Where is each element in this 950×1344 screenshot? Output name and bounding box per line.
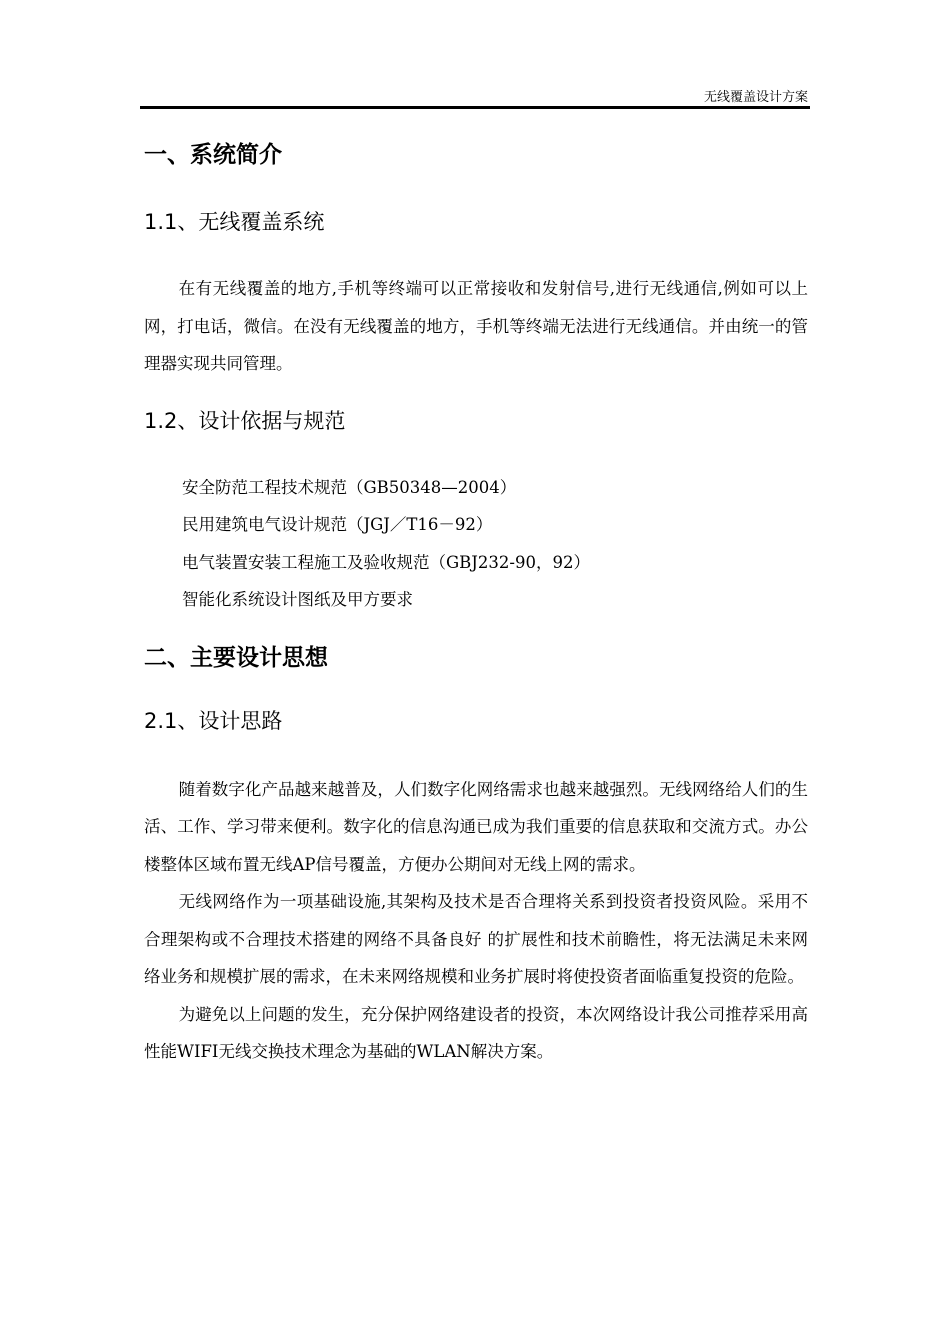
subsection-heading-1-2: 1.2、设计依据与规范 xyxy=(144,408,346,433)
paragraph-wireless-coverage: 在有无线覆盖的地方,手机等终端可以正常接收和发射信号,进行无线通信,例如可以上网，打电话，微信。在没有无线覆盖的地方，手机等终端无法进行无线通信。并由统一的管理器实现共同管理。 xyxy=(144,279,808,373)
standards-list xyxy=(144,469,808,619)
header-rule xyxy=(140,106,810,109)
section-heading-1: 一、系统简介 xyxy=(144,142,282,168)
running-header: 无线覆盖设计方案 xyxy=(703,90,808,105)
standards-list-item: 电气装置安装工程施工及验收规范（GBJ232-90，92） xyxy=(182,552,590,572)
subsection-heading-2-1: 2.1、设计思路 xyxy=(144,708,283,733)
paragraph-design-idea-2: 无线网络作为一项基础设施,其架构及技术是否合理将关系到投资者投资风险。采用不合理架构或不合理技术搭建的网络不具备良好 的扩展性和技术前瞻性，将无法满足未来网络业务和规模扩展的需求，在未来网络规模和业务扩展时将使投资者面临重复投资的危险。 xyxy=(144,892,808,986)
standards-list-item: 安全防范工程技术规范（GB50348—2004） xyxy=(182,477,517,497)
paragraph-design-idea-1: 随着数字化产品越来越普及，人们数字化网络需求也越来越强烈。无线网络给人们的生活、工作、学习带来便利。数字化的信息沟通已成为我们重要的信息获取和交流方式。办公楼整体区域布置无线AP信号覆盖，方便办公期间对无线上网的需求。 xyxy=(144,779,808,874)
paragraph-design-idea-3: 为避免以上问题的发生，充分保护网络建设者的投资，本次网络设计我公司推荐采用高性能WIFI无线交换技术理念为基础的WLAN解决方案。 xyxy=(144,1004,808,1061)
section-heading-2: 二、主要设计思想 xyxy=(144,644,328,671)
standards-list-item: 智能化系统设计图纸及甲方要求 xyxy=(182,590,413,609)
subsection-heading-1-1: 1.1、无线覆盖系统 xyxy=(144,210,325,234)
document-body xyxy=(144,132,808,1071)
standards-list-item: 民用建筑电气设计规范（JGJ／T16－92） xyxy=(182,515,493,534)
